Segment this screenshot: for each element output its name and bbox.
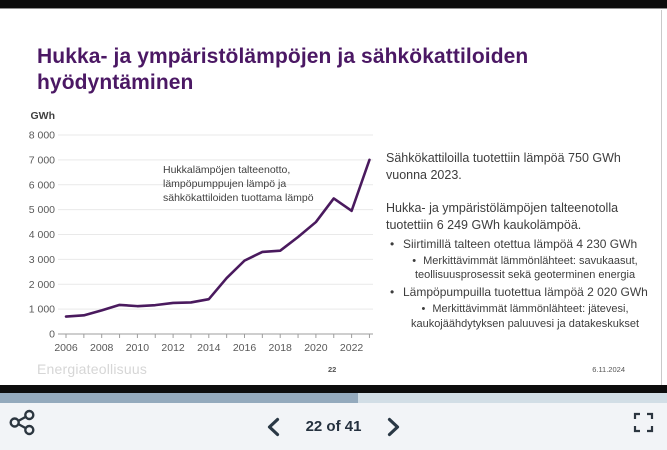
sub-bullet-item: [386, 254, 664, 283]
paragraph-electric-boilers: Sähkökattiloilla tuotettiin lämpöä 750 GWh vuonna 2023.: [386, 151, 621, 182]
line-chart: [28, 105, 385, 360]
bullet-icon: •: [412, 254, 417, 267]
svg-text:7 000: 7 000: [28, 154, 55, 167]
svg-text:1 000: 1 000: [28, 303, 55, 316]
sub-bullet-item: [386, 302, 664, 331]
svg-text:2 000: 2 000: [28, 278, 55, 291]
svg-text:2012: 2012: [161, 342, 185, 354]
top-black-bar: [0, 0, 667, 9]
svg-text:2008: 2008: [90, 342, 114, 354]
svg-text:GWh: GWh: [30, 110, 55, 122]
svg-text:2018: 2018: [268, 342, 292, 354]
progress-bar-done: [0, 393, 358, 403]
bullet-icon: •: [390, 285, 395, 300]
sub-bullet-text: Merkittävimmät lämmönlähteet: jätevesi, kaukojäähdytyksen paluuvesi ja datakeskukset: [410, 303, 640, 330]
bullet-icon: •: [390, 237, 395, 251]
svg-text:0: 0: [49, 328, 55, 341]
slide-edge-line: [661, 10, 662, 385]
bullet-item: [386, 285, 664, 301]
bottom-black-bar: [0, 385, 667, 393]
paragraph-waste-heat: Hukka- ja ympäristölämpöjen talteenotolla tuotettiin 6 249 GWh kaukolämpöä.: [386, 201, 619, 232]
svg-text:4 000: 4 000: [28, 229, 55, 241]
slide-body-text: [386, 150, 664, 331]
svg-text:2022: 2022: [339, 342, 364, 354]
svg-text:5 000: 5 000: [28, 204, 55, 217]
slide-page-number: 22: [328, 365, 337, 374]
svg-text:lämpöpumppujen lämpö ja: lämpöpumppujen lämpö ja: [163, 178, 287, 190]
energiateollisuus-logo: Energiateollisuus: [37, 361, 148, 377]
bullet-icon: •: [421, 303, 426, 316]
svg-text:Hukkalämpöjen talteenotto,: Hukkalämpöjen talteenotto,: [163, 164, 291, 176]
fullscreen-button[interactable]: [633, 412, 654, 433]
next-slide-button[interactable]: [384, 415, 403, 439]
svg-text:6 000: 6 000: [28, 179, 55, 192]
svg-text:2014: 2014: [197, 342, 221, 354]
bullet-text: Lämpöpumpuilla tuotettua lämpöä 2 020 GWh: [403, 285, 648, 300]
page-navigation: [0, 403, 667, 450]
bullet-text: Siirtimillä talteen otettua lämpöä 4 230 GWh: [403, 237, 638, 251]
chevron-left-icon: [266, 417, 281, 437]
slide-canvas: [0, 10, 667, 385]
chevron-right-icon: [386, 417, 401, 437]
svg-text:3 000: 3 000: [28, 253, 55, 266]
svg-text:2006: 2006: [54, 342, 78, 354]
svg-text:2010: 2010: [125, 342, 150, 354]
progress-bar: [0, 393, 667, 403]
svg-text:8 000: 8 000: [28, 129, 55, 142]
fullscreen-icon: [633, 412, 654, 433]
slide-date: 6.11.2024: [592, 365, 625, 374]
svg-text:2020: 2020: [304, 342, 328, 354]
previous-slide-button[interactable]: [264, 415, 283, 439]
bullet-item: [386, 237, 664, 253]
progress-bar-remaining: [358, 393, 667, 403]
page-indicator: 22 of 41: [305, 418, 362, 435]
svg-text:2016: 2016: [232, 342, 257, 354]
svg-text:sähkökattiloiden tuottama lämp: sähkökattiloiden tuottama lämpö: [163, 192, 314, 204]
sub-bullet-text: Merkittävimmät lämmönlähteet: savukaasut, teollisuusprosessit sekä geoterminen energia: [414, 254, 638, 282]
slide-title: Hukka- ja ympäristölämpöjen ja sähkökattiloiden hyödyntäminen: [37, 45, 529, 94]
